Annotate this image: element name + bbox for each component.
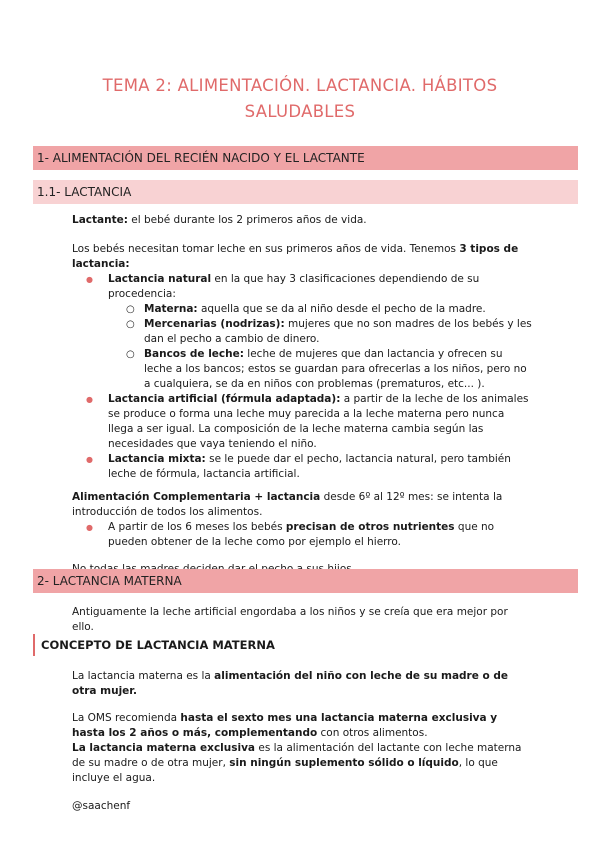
lactante-text: el bebé durante los 2 primeros años de vida. [127,214,367,226]
nutrientes-post: que no pueden obtener de la leche como por ejemplo el hierro. [108,521,495,548]
p3-post: , lo que incluye el agua. [72,757,498,784]
p2-bold: hasta el sexto mes una lactancia materna exclusiva y hasta los 2 años o más, complementando [72,712,498,739]
lactante-definition [72,213,532,228]
mixta-text: se le puede dar el pecho, lactancia natural, pero también leche de fórmula, lactancia artificial. [108,453,511,480]
mercenarias-text: mujeres que no son madres de los bebés y les dan el pecho a cambio de dinero. [144,318,532,345]
complementaria-text: desde 6º al 12º mes: se intenta la introducción de todos los alimentos. [72,491,503,518]
section-1-1-heading: 1.1- LACTANCIA [33,180,578,204]
concepto-p2 [72,711,532,741]
list-item-bancos [72,347,532,392]
intro-paragraph [72,242,532,272]
page-title [60,73,540,125]
list-item-nutrientes [72,520,532,550]
p3-bold2: sin ningún suplemento sólido o líquido [229,757,459,769]
bancos-text: leche de mujeres que dan lactancia y ofrecen su leche a los bancos; estos se guardan para ofrecerlas a los niños, pero no a cualquiera, se da en niños con problemas (prematuros, etc... ). [144,348,527,390]
artificial-term: Lactancia artificial (fórmula adaptada): [108,393,341,405]
p2-pre: La OMS recomienda [72,712,181,724]
list-item-mixta [72,452,532,482]
intro-text: Los bebés necesitan tomar leche en sus primeros años de vida. Tenemos [72,243,460,255]
list-item-artificial [72,392,532,452]
nutrientes-bold: precisan de otros nutrientes [285,521,455,533]
natural-text: en la que hay 3 clasificaciones dependiendo de su procedencia: [108,273,480,300]
list-item-mercenarias [72,317,532,347]
materna-term: Materna: [144,303,198,315]
artificial-text: a partir de la leche de los animales se produce o forma una leche muy parecida a la leche materna pero nunca llega a ser igual. La composición de la leche materna cambia según las necesidades que vaya teniendo el niño. [108,393,529,450]
lactancia-content [72,213,532,577]
p1-pre: La lactancia materna es la [72,670,215,682]
intro-bold: 3 tipos de lactancia: [72,243,519,270]
list-item-natural [72,272,532,302]
p2-post: con otros alimentos. [317,727,428,739]
antiguamente-text: Antiguamente la leche artificial engordaba a los niños y se creía que era mejor por ello. [72,606,508,633]
antiguamente-paragraph [72,605,532,635]
section-2-heading: 2- LACTANCIA MATERNA [33,569,578,593]
concepto-p3 [72,741,532,786]
complementaria-paragraph [72,490,532,520]
bancos-term: Bancos de leche: [144,348,244,360]
section-1-heading: 1- ALIMENTACIÓN DEL RECIÉN NACIDO Y EL LACTANTE [33,146,578,170]
lactante-term: Lactante: [72,214,128,226]
mercenarias-term: Mercenarias (nodrizas): [144,318,285,330]
footer-handle: @saachenf [72,800,131,812]
nutrientes-pre: A partir de los 6 meses los bebés [108,521,286,533]
concepto-p1 [72,669,532,699]
p1-bold: alimentación del niño con leche de su madre o de otra mujer. [72,670,509,697]
title-line-2: SALUDABLES [244,102,356,121]
p3-bold: La lactancia materna exclusiva [72,742,256,754]
title-line-1: TEMA 2: ALIMENTACIÓN. LACTANCIA. HÁBITOS [102,76,498,95]
mixta-term: Lactancia mixta: [108,453,206,465]
concepto-heading: CONCEPTO DE LACTANCIA MATERNA [33,634,578,656]
p3-mid: es la alimentación del lactante con leche materna de su madre o de otra mujer, [72,742,522,769]
materna-text: aquella que se da al niño desde el pecho de la madre. [197,303,486,315]
complementaria-term: Alimentación Complementaria + lactancia [72,491,321,503]
natural-term: Lactancia natural [108,273,212,285]
concepto-content [72,669,532,786]
list-item-materna [72,302,532,317]
